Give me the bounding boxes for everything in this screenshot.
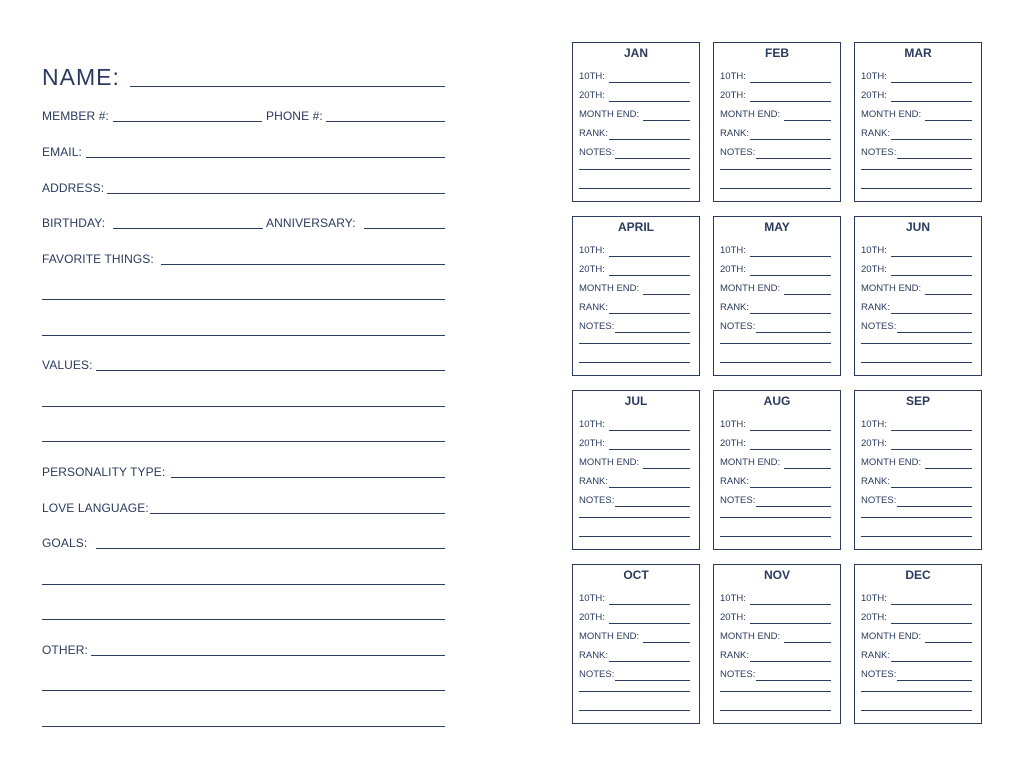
month-field-row <box>861 128 972 140</box>
month-card-april <box>572 216 700 376</box>
goals-field[interactable] <box>96 548 445 549</box>
month-title: NOV <box>763 568 790 582</box>
month-field-row <box>720 90 831 102</box>
month-field-row <box>720 593 831 605</box>
month-field-line[interactable] <box>609 604 690 605</box>
month-field-line[interactable] <box>609 449 690 450</box>
month-notes-line[interactable] <box>720 691 831 692</box>
month-field-row <box>720 650 831 662</box>
month-field-line[interactable] <box>891 275 972 276</box>
month-notes-line[interactable] <box>720 536 831 537</box>
other-label: OTHER: <box>42 643 88 657</box>
month-field-label: NOTES: <box>861 669 897 680</box>
month-field-label: MONTH END: <box>720 109 781 120</box>
month-card-jul <box>572 390 700 550</box>
other-line[interactable] <box>42 726 445 727</box>
birthday-field[interactable] <box>113 228 263 229</box>
month-field-line[interactable] <box>750 661 831 662</box>
month-field-line[interactable] <box>750 604 831 605</box>
month-field-label: 20TH: <box>861 264 887 275</box>
month-field-row <box>861 71 972 83</box>
month-field-line[interactable] <box>750 430 831 431</box>
month-notes-line[interactable] <box>861 536 972 537</box>
phone-label: PHONE #: <box>266 109 323 123</box>
favorite-things-line[interactable] <box>42 335 445 336</box>
month-notes-line[interactable] <box>720 188 831 189</box>
month-field-line[interactable] <box>925 642 972 643</box>
month-field-label: RANK: <box>861 650 891 661</box>
month-field-line[interactable] <box>891 82 972 83</box>
month-field-label: 10TH: <box>861 71 887 82</box>
month-field-line[interactable] <box>891 661 972 662</box>
month-field-label: MONTH END: <box>579 457 640 468</box>
month-field-line[interactable] <box>891 313 972 314</box>
month-field-label: RANK: <box>579 476 609 487</box>
month-notes-line[interactable] <box>720 710 831 711</box>
month-title: FEB <box>765 46 789 60</box>
month-field-label: NOTES: <box>720 669 756 680</box>
month-card-jun <box>854 216 982 376</box>
month-field-label: RANK: <box>720 128 750 139</box>
month-title: JUL <box>624 394 648 408</box>
month-field-label: RANK: <box>720 650 750 661</box>
goals-label: GOALS: <box>42 536 88 550</box>
month-title: MAY <box>764 220 790 234</box>
month-field-label: 20TH: <box>720 90 746 101</box>
month-field-row <box>720 457 831 469</box>
month-field-line[interactable] <box>615 158 690 159</box>
month-field-label: 20TH: <box>579 612 605 623</box>
month-title: DEC <box>905 568 931 582</box>
month-field-line[interactable] <box>750 487 831 488</box>
month-field-row <box>861 612 972 624</box>
month-field-line[interactable] <box>643 120 690 121</box>
month-field-row <box>720 321 831 333</box>
month-field-line[interactable] <box>609 430 690 431</box>
month-field-row <box>861 90 972 102</box>
month-card-jan <box>572 42 700 202</box>
month-field-label: 20TH: <box>720 438 746 449</box>
month-field-label: RANK: <box>720 476 750 487</box>
month-field-row <box>720 438 831 450</box>
month-field-label: 10TH: <box>861 245 887 256</box>
month-field-row <box>861 109 972 121</box>
month-field-row <box>720 71 831 83</box>
anniversary-label: ANNIVERSARY: <box>266 216 356 230</box>
month-notes-line[interactable] <box>579 536 690 537</box>
month-notes-line[interactable] <box>720 362 831 363</box>
month-field-line[interactable] <box>609 661 690 662</box>
month-field-row <box>720 283 831 295</box>
month-field-label: RANK: <box>861 302 891 313</box>
month-field-label: 10TH: <box>579 245 605 256</box>
month-card-nov <box>713 564 841 724</box>
month-field-label: NOTES: <box>579 147 615 158</box>
month-field-row <box>579 321 690 333</box>
month-field-label: 10TH: <box>579 593 605 604</box>
month-field-label: 20TH: <box>720 264 746 275</box>
month-field-row <box>579 283 690 295</box>
month-notes-line[interactable] <box>579 691 690 692</box>
month-field-label: 10TH: <box>579 419 605 430</box>
month-field-row <box>720 495 831 507</box>
month-field-row <box>720 631 831 643</box>
month-field-line[interactable] <box>891 101 972 102</box>
member-field[interactable] <box>113 121 262 122</box>
month-field-row <box>861 419 972 431</box>
month-card-mar <box>854 42 982 202</box>
month-field-line[interactable] <box>750 449 831 450</box>
month-field-line[interactable] <box>643 642 690 643</box>
month-field-row <box>861 321 972 333</box>
month-notes-line[interactable] <box>861 169 972 170</box>
month-field-label: RANK: <box>720 302 750 313</box>
month-notes-line[interactable] <box>861 710 972 711</box>
month-field-line[interactable] <box>750 313 831 314</box>
month-title: SEP <box>905 394 930 408</box>
month-field-row <box>579 476 690 488</box>
month-field-label: MONTH END: <box>861 631 922 642</box>
month-notes-line[interactable] <box>579 169 690 170</box>
month-field-row <box>720 419 831 431</box>
month-field-line[interactable] <box>609 313 690 314</box>
email-label: EMAIL: <box>42 145 82 159</box>
values-label: VALUES: <box>42 358 93 372</box>
month-field-row <box>861 438 972 450</box>
month-field-row <box>720 476 831 488</box>
month-field-row <box>579 612 690 624</box>
month-field-line[interactable] <box>784 642 831 643</box>
month-field-row <box>579 302 690 314</box>
month-field-row <box>720 109 831 121</box>
month-field-line[interactable] <box>891 623 972 624</box>
address-label: ADDRESS: <box>42 181 105 195</box>
month-field-label: 10TH: <box>579 71 605 82</box>
month-title: APRIL <box>618 220 654 234</box>
month-field-label: MONTH END: <box>720 457 781 468</box>
month-field-line[interactable] <box>609 101 690 102</box>
month-field-label: NOTES: <box>861 321 897 332</box>
month-field-row <box>861 495 972 507</box>
month-field-label: MONTH END: <box>720 283 781 294</box>
month-field-row <box>861 457 972 469</box>
month-field-line[interactable] <box>756 680 831 681</box>
month-field-line[interactable] <box>925 120 972 121</box>
month-field-line[interactable] <box>643 294 690 295</box>
month-field-label: MONTH END: <box>720 631 781 642</box>
month-field-row <box>720 264 831 276</box>
month-field-label: MONTH END: <box>861 283 922 294</box>
month-field-row <box>579 650 690 662</box>
month-card-dec <box>854 564 982 724</box>
month-field-label: 20TH: <box>579 264 605 275</box>
month-field-row <box>861 264 972 276</box>
month-field-label: 10TH: <box>720 245 746 256</box>
month-field-line[interactable] <box>643 468 690 469</box>
month-field-line[interactable] <box>891 449 972 450</box>
month-field-row <box>861 245 972 257</box>
month-notes-line[interactable] <box>579 362 690 363</box>
month-field-label: 20TH: <box>861 438 887 449</box>
month-notes-line[interactable] <box>720 517 831 518</box>
month-field-line[interactable] <box>609 623 690 624</box>
month-field-row <box>579 245 690 257</box>
email-field[interactable] <box>86 157 445 158</box>
month-notes-line[interactable] <box>579 517 690 518</box>
phone-field[interactable] <box>326 121 445 122</box>
month-field-line[interactable] <box>891 256 972 257</box>
month-field-row <box>579 495 690 507</box>
month-field-line[interactable] <box>750 275 831 276</box>
month-title: JUN <box>905 220 930 234</box>
month-field-label: 10TH: <box>861 593 887 604</box>
month-field-line[interactable] <box>750 139 831 140</box>
month-notes-line[interactable] <box>861 343 972 344</box>
month-field-label: MONTH END: <box>861 457 922 468</box>
month-field-label: 10TH: <box>861 419 887 430</box>
month-field-label: 20TH: <box>579 438 605 449</box>
month-field-label: 10TH: <box>720 593 746 604</box>
month-field-label: RANK: <box>579 650 609 661</box>
month-card-feb <box>713 42 841 202</box>
month-field-label: NOTES: <box>579 495 615 506</box>
month-field-row <box>579 419 690 431</box>
month-field-row <box>720 669 831 681</box>
month-field-row <box>861 650 972 662</box>
month-field-row <box>579 457 690 469</box>
month-field-line[interactable] <box>784 468 831 469</box>
name-label: NAME: <box>42 64 120 90</box>
month-field-line[interactable] <box>756 332 831 333</box>
month-field-label: 20TH: <box>861 90 887 101</box>
month-title: OCT <box>623 568 649 582</box>
values-line[interactable] <box>42 441 445 442</box>
month-field-row <box>861 593 972 605</box>
goals-line[interactable] <box>42 584 445 585</box>
member-label: MEMBER #: <box>42 109 109 123</box>
month-field-line[interactable] <box>615 332 690 333</box>
personality-type-label: PERSONALITY TYPE: <box>42 465 166 479</box>
month-field-row <box>579 90 690 102</box>
month-field-label: 20TH: <box>720 612 746 623</box>
month-field-row <box>579 631 690 643</box>
birthday-label: BIRTHDAY: <box>42 216 106 230</box>
month-field-line[interactable] <box>784 120 831 121</box>
other-line[interactable] <box>42 690 445 691</box>
other-field[interactable] <box>91 655 445 656</box>
month-field-row <box>579 128 690 140</box>
month-field-label: 10TH: <box>720 419 746 430</box>
month-notes-line[interactable] <box>579 343 690 344</box>
values-field[interactable] <box>96 370 445 371</box>
month-title: JAN <box>623 46 648 60</box>
month-field-label: NOTES: <box>579 669 615 680</box>
month-title: MAR <box>904 46 932 60</box>
month-field-row <box>720 128 831 140</box>
month-field-row <box>720 245 831 257</box>
month-field-line[interactable] <box>891 430 972 431</box>
month-field-line[interactable] <box>897 158 972 159</box>
month-field-label: RANK: <box>861 476 891 487</box>
month-field-row <box>720 302 831 314</box>
month-field-label: NOTES: <box>720 147 756 158</box>
month-field-label: 20TH: <box>861 612 887 623</box>
month-field-line[interactable] <box>615 506 690 507</box>
month-field-label: MONTH END: <box>861 109 922 120</box>
favorite-things-field[interactable] <box>161 264 445 265</box>
month-field-label: MONTH END: <box>579 283 640 294</box>
month-notes-line[interactable] <box>861 517 972 518</box>
month-field-line[interactable] <box>750 82 831 83</box>
month-field-line[interactable] <box>891 604 972 605</box>
month-field-row <box>861 302 972 314</box>
month-field-label: MONTH END: <box>579 109 640 120</box>
month-field-row <box>579 669 690 681</box>
month-field-label: NOTES: <box>861 495 897 506</box>
month-title: AUG <box>763 394 791 408</box>
month-field-row <box>579 593 690 605</box>
month-card-sep <box>854 390 982 550</box>
month-notes-line[interactable] <box>720 169 831 170</box>
month-field-line[interactable] <box>784 294 831 295</box>
month-field-label: RANK: <box>861 128 891 139</box>
month-field-line[interactable] <box>615 680 690 681</box>
month-field-row <box>579 109 690 121</box>
month-field-row <box>720 147 831 159</box>
values-line[interactable] <box>42 406 445 407</box>
address-field[interactable] <box>107 193 445 194</box>
month-field-line[interactable] <box>609 139 690 140</box>
month-field-line[interactable] <box>609 256 690 257</box>
love-language-field[interactable] <box>150 513 445 514</box>
month-notes-line[interactable] <box>720 343 831 344</box>
month-field-line[interactable] <box>609 275 690 276</box>
month-field-line[interactable] <box>756 506 831 507</box>
month-field-line[interactable] <box>750 256 831 257</box>
month-field-row <box>579 264 690 276</box>
month-card-aug <box>713 390 841 550</box>
month-field-line[interactable] <box>750 623 831 624</box>
month-field-label: MONTH END: <box>579 631 640 642</box>
month-notes-line[interactable] <box>861 188 972 189</box>
month-field-line[interactable] <box>891 139 972 140</box>
month-card-oct <box>572 564 700 724</box>
month-field-row <box>579 71 690 83</box>
personality-type-field[interactable] <box>171 477 445 478</box>
goals-line[interactable] <box>42 619 445 620</box>
month-field-line[interactable] <box>925 468 972 469</box>
month-field-row <box>861 476 972 488</box>
month-field-row <box>579 438 690 450</box>
month-field-label: NOTES: <box>861 147 897 158</box>
month-field-line[interactable] <box>925 294 972 295</box>
month-field-row <box>861 631 972 643</box>
month-field-row <box>579 147 690 159</box>
month-field-line[interactable] <box>897 506 972 507</box>
month-field-line[interactable] <box>897 680 972 681</box>
month-field-row <box>861 283 972 295</box>
month-field-line[interactable] <box>756 158 831 159</box>
month-notes-line[interactable] <box>861 691 972 692</box>
month-field-line[interactable] <box>750 101 831 102</box>
month-field-label: 10TH: <box>720 71 746 82</box>
favorite-things-line[interactable] <box>42 299 445 300</box>
month-field-line[interactable] <box>609 487 690 488</box>
month-field-row <box>861 669 972 681</box>
month-field-line[interactable] <box>891 487 972 488</box>
love-language-label: LOVE LANGUAGE: <box>42 501 149 515</box>
anniversary-field[interactable] <box>364 228 445 229</box>
month-notes-line[interactable] <box>579 188 690 189</box>
month-field-row <box>720 612 831 624</box>
month-field-line[interactable] <box>609 82 690 83</box>
month-field-label: 20TH: <box>579 90 605 101</box>
favorite-things-label: FAVORITE THINGS: <box>42 252 154 266</box>
month-field-label: NOTES: <box>579 321 615 332</box>
month-notes-line[interactable] <box>579 710 690 711</box>
month-field-line[interactable] <box>897 332 972 333</box>
month-field-label: NOTES: <box>720 321 756 332</box>
month-field-label: RANK: <box>579 302 609 313</box>
month-card-may <box>713 216 841 376</box>
month-field-label: NOTES: <box>720 495 756 506</box>
month-field-label: RANK: <box>579 128 609 139</box>
name-field[interactable] <box>130 86 445 87</box>
month-notes-line[interactable] <box>861 362 972 363</box>
month-field-row <box>861 147 972 159</box>
